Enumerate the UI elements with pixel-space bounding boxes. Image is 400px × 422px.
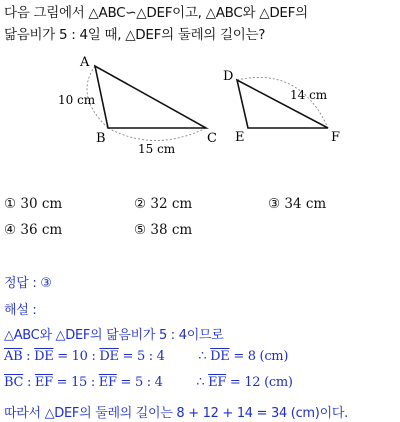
choice-text: 34 cm [284, 196, 327, 212]
answer-line: 정답 : ③ [4, 276, 52, 291]
choice-number: ① [4, 196, 17, 212]
colon: : [22, 349, 35, 364]
choice-2[interactable] [134, 196, 192, 212]
vertex-d: D [223, 69, 234, 84]
solution-line-1: △ABC와 △DEF의 닮음비가 5 : 4이므로 [4, 328, 224, 343]
choice-number: ② [134, 196, 147, 212]
choice-number: ⑤ [134, 222, 147, 238]
therefore-symbol: ∴ [198, 349, 211, 364]
question-line-1: 다음 그림에서 △ABC∽△DEF이고, △ABC와 △DEF의 [4, 5, 308, 21]
ratio: = 5 : 4 [116, 375, 163, 390]
segment-de: $\overline{DE}$ [99, 349, 119, 364]
equation: = 10 : [53, 349, 100, 364]
triangle-abc [95, 66, 206, 128]
result: = 8 (cm) [229, 349, 289, 364]
ratio: = 5 : 4 [118, 349, 165, 364]
choice-text: 36 cm [20, 222, 63, 238]
vertex-a: A [80, 55, 90, 70]
segment-ab: $\overline{AB}$ [4, 349, 23, 364]
solution-line-3 [4, 375, 293, 390]
choice-text: 32 cm [150, 196, 193, 212]
label-df: 14 cm [290, 88, 328, 102]
label-bc: 15 cm [138, 142, 176, 156]
therefore-symbol: ∴ [196, 375, 209, 390]
choice-1[interactable] [4, 196, 62, 212]
choice-number: ④ [4, 222, 17, 238]
segment-ef: $\overline{EF}$ [98, 375, 117, 390]
vertex-f: F [331, 130, 341, 145]
solution-heading: 해설 : [4, 303, 37, 318]
similar-triangles-figure [0, 48, 400, 158]
solution-line-2 [4, 349, 288, 364]
solution-line-4: 따라서 △DEF의 둘레의 길이는 8 + 12 + 14 = 34 (cm)이다. [4, 406, 348, 421]
choice-text: 30 cm [20, 196, 63, 212]
segment-bc: $\overline{BC}$ [4, 375, 24, 390]
question-line-2: 닮음비가 5 : 4일 때, △DEF의 둘레의 길이는? [4, 27, 266, 43]
choice-number: ③ [268, 196, 281, 212]
segment-ef: $\overline{EF}$ [208, 375, 227, 390]
question [4, 2, 398, 46]
arc-bc [108, 128, 206, 141]
choice-4[interactable] [4, 222, 62, 238]
choice-5[interactable] [134, 222, 192, 238]
vertex-e: E [235, 130, 245, 145]
colon: : [23, 375, 35, 390]
result: = 12 (cm) [226, 375, 293, 390]
choice-3[interactable] [268, 196, 326, 212]
label-ab: 10 cm [58, 93, 96, 107]
equation: = 15 : [52, 375, 99, 390]
segment-de: $\overline{DE}$ [210, 349, 230, 364]
segment-ef: $\overline{EF}$ [34, 375, 53, 390]
segment-de: $\overline{DE}$ [34, 349, 54, 364]
vertex-b: B [96, 131, 106, 146]
vertex-c: C [207, 131, 217, 146]
choice-text: 38 cm [150, 222, 193, 238]
